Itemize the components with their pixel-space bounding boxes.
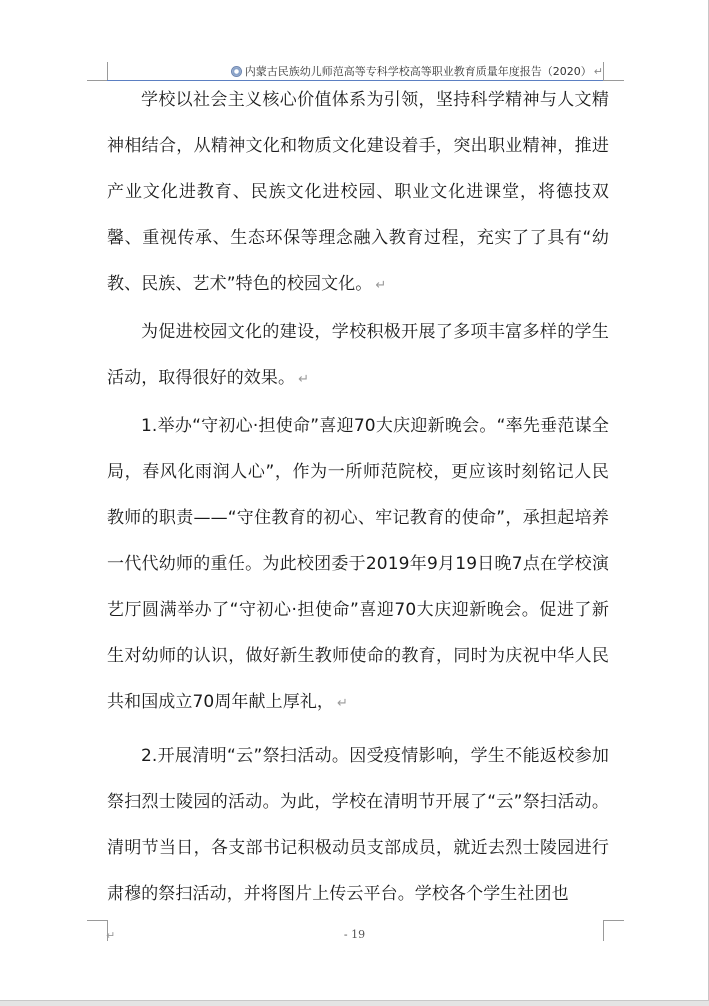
- school-emblem-icon: [231, 66, 242, 77]
- paragraph-mark: ↵: [375, 278, 387, 293]
- paragraph-mark: ↵: [337, 696, 349, 711]
- paragraph-mark: ↵: [593, 64, 603, 78]
- window-bottom-edge: [0, 1000, 709, 1006]
- body-paragraph: 为促进校园文化的建设，学校积极开展了多项丰富多样的学生活动，取得很好的效果。 ↵: [107, 322, 609, 388]
- crop-mark-top-left: [87, 62, 108, 81]
- document-body[interactable]: [107, 77, 609, 919]
- body-paragraph: 2.开展清明“云”祭扫活动。因受疫情影响，学生不能返校参加祭扫烈士陵园的活动。为此，学校在清明节开展了“云”祭扫活动。清明节当日，各支部书记积极动员支部成员，就近去烈士陵园进行肃穆的祭扫活动，并将图片上传云平台。学校各个学生社团也: [107, 746, 609, 904]
- footer-paragraph-mark: ↵: [106, 929, 116, 942]
- page-number: - 19: [343, 928, 366, 941]
- body-paragraph: 1.举办“守初心·担使命”喜迎70大庆迎新晚会。“率先垂范谋全局，春风化雨润人心”，作为一所师范院校，更应该时刻铭记人民教师的职责——“守住教育的初心、牢记教育的使命”，承担起培养一代代幼师的重任。为此校团委于2019年9月19日晚7点在学校演艺厅圆满举办了“守初心·担使命”喜迎70大庆迎新晚会。促进了新生对幼师的认识，做好新生教师使命的教育，同时为庆祝中华人民共和国成立70周年献上厚礼， ↵: [107, 416, 609, 712]
- paragraph-mark: ↵: [298, 372, 310, 387]
- header-title: 内蒙古民族幼儿师范高等专科学校高等职业教育质量年度报告（2020）: [244, 65, 592, 78]
- body-paragraph: 学校以社会主义核心价值体系为引领，坚持科学精神与人文精神相结合，从精神文化和物质文化建设着手，突出职业精神，推进产业文化进教育、民族文化进校园、职业文化进课堂，将德技双馨、重视传承、生态环保等理念融入教育过程，充实了了具有“幼教、民族、艺术”特色的校园文化。 ↵: [107, 90, 609, 294]
